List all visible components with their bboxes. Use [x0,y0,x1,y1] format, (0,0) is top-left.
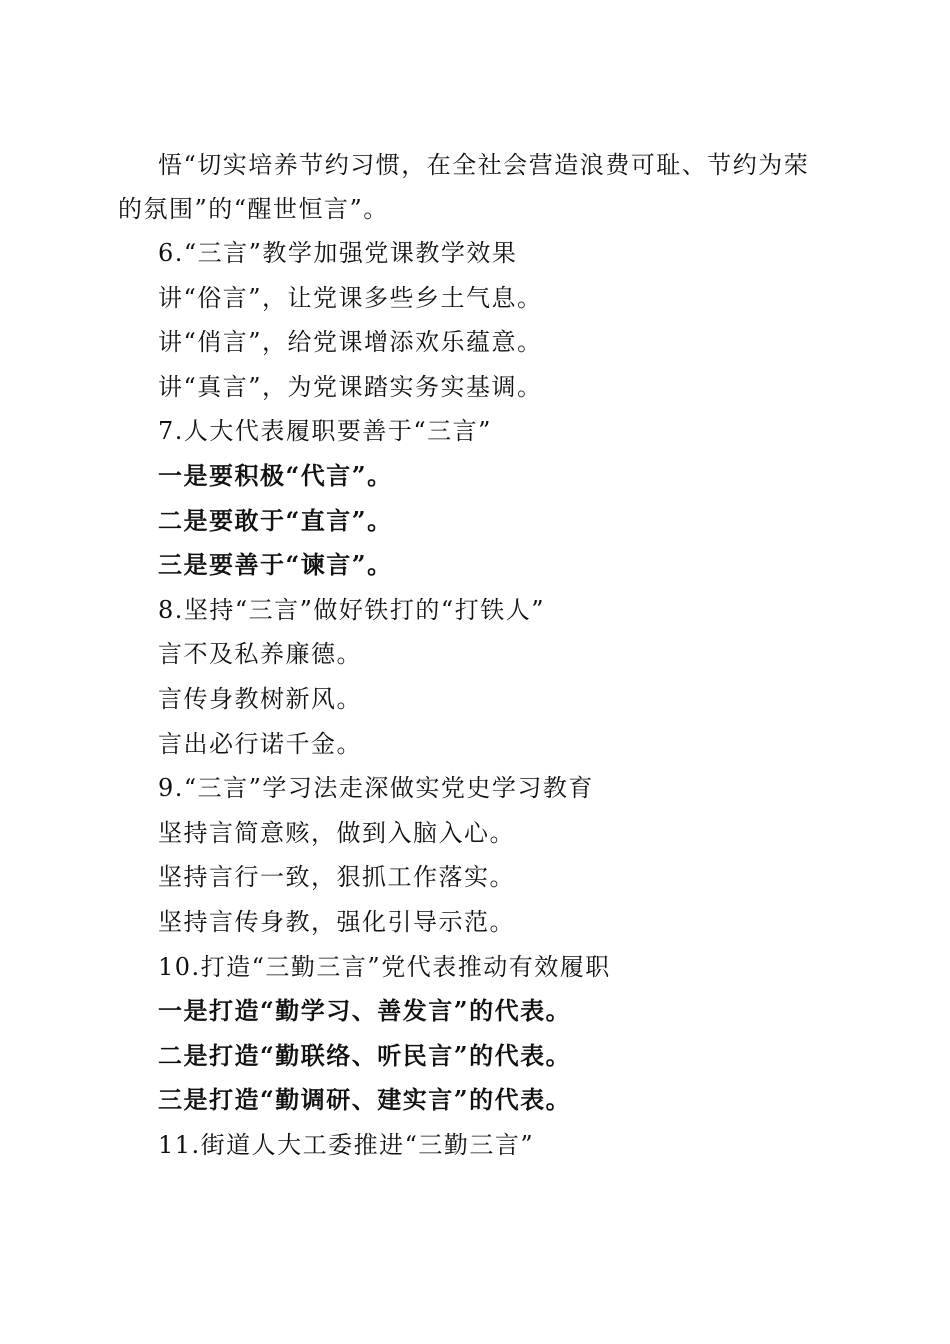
document-line: 二是打造“勤联络、听民言”的代表。 [158,1040,572,1070]
document-line: 11.街道人大工委推进“三勤三言” [158,1130,535,1159]
document-line: 三是打造“勤调研、建实言”的代表。 [158,1085,572,1115]
document-line: 坚持言简意赅，做到入脑入心。 [158,818,515,847]
document-line: 7.人大代表履职要善于“三言” [158,417,492,446]
document-line: 一是要积极“代言”。 [158,460,393,490]
document-line: 坚持言传身教，强化引导示范。 [158,907,515,936]
document-line: 二是要敢于“直言”。 [158,505,393,535]
document-line: 讲“俗言”，让党课多些乡土气息。 [158,283,543,312]
line-list [158,231,838,1167]
document-line: 三是要善于“谏言”。 [158,550,393,580]
document-line: 6.“三言”教学加强党课教学效果 [158,239,518,267]
document-line: 8.坚持“三言”做好铁打的“打铁人” [158,595,545,624]
document-line: 10.打造“三勤三言”党代表推动有效履职 [158,952,611,981]
document-line: 言传身教树新风。 [158,684,362,713]
intro-paragraph: 悟“切实培养节约习惯，在全社会营造浪费可耻、节约为荣的氛围”的“醒世恒言”。 [118,151,810,223]
document-line: 9.“三言”学习法走深做实党史学习教育 [158,774,594,803]
document-line: 坚持言行一致，狠抓工作落实。 [158,863,515,892]
document-line: 言出必行诺千金。 [158,729,362,758]
document-line: 讲“俏言”，给党课增添欢乐蕴意。 [158,328,543,357]
document-line: 言不及私养廉德。 [158,640,362,669]
document-line: 一是打造“勤学习、善发言”的代表。 [158,996,572,1026]
document-line: 讲“真言”，为党课踏实务实基调。 [158,372,543,401]
